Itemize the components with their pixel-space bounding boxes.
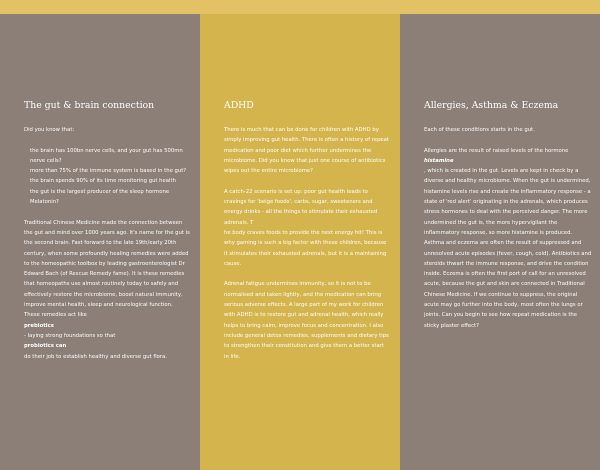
adhd-paragraph-3: Adrenal fatigue undermines immunity, so it is not to be normalised and taken lightly, and the medication can bring serious adverse effects. A large part of my work for children with ADHD is to restore gut and adrenal health, which really helps to bring calm, improve focus and concentration. I also include general detox remedies, supplements and dietary tips to strengthen their constitution and give them a better start in life. bbox=[224, 281, 389, 360]
probiotics-term: probiotics can bbox=[24, 343, 67, 350]
gut-brain-title: The gut & brain connection bbox=[24, 100, 155, 111]
adhd-paragraph-2b: he body craves foods to provide the next energy hit! This is why gaming is such a big factor with these children, because it stimulates their exhausted adrenals, but it is a maintaining cause. bbox=[224, 229, 387, 267]
allergies-title: Allergies, Asthma & Eczema bbox=[424, 100, 559, 111]
fact-bullet: the brain has 100bn nerve cells, and your gut has 500mn nerve cells? bbox=[30, 147, 183, 164]
gut-brain-column bbox=[0, 14, 200, 470]
adhd-paragraph-1: There is much that can be done for children with ADHD by simply improving gut health. There is often a history of repeat medication and poor diet which further undermines the microbiome. Did you know that just one course of antibiotics wipes out the entire microbiome? bbox=[224, 127, 390, 175]
asthma-eczema-paragraph: Asthma and eczema are often the result of suppressed and unresolved acute episodes (fever, cough, cold). Antibiotics and steroids thwart the immune response, and drive the condition inside. Eczema is often the first port of call for an unresolved acute, because the gut and skin are connected in Traditional Chinese Medicine. If we continue to suppress, the original acute may go further into the body, most often the lungs or joints. Can you begin to see how repeat medication is the sticky plaster effect? bbox=[424, 240, 592, 329]
allergies-paragraph: Allergies are the result of raised levels of the hormone bbox=[424, 147, 569, 154]
top-accent-bar bbox=[0, 0, 600, 14]
adhd-column bbox=[200, 14, 400, 470]
histamine-term: histamine bbox=[424, 157, 454, 164]
foundations-line: - laying strong foundations so that bbox=[24, 332, 116, 339]
adhd-title: ADHD bbox=[224, 100, 254, 111]
fact-bullet: more than 75% of the immune system is based in the gut? bbox=[30, 168, 187, 175]
fact-bullet: the brain spends 90% of its time monitoring gut health bbox=[30, 178, 176, 185]
allergies-column bbox=[400, 14, 600, 470]
prebiotics-term: prebiotics bbox=[24, 322, 54, 329]
gut-flora-line: do their job to establish healthy and diverse gut flora. bbox=[24, 353, 168, 360]
gut-brain-paragraph: Traditional Chinese Medicine made the connection between the gut and mind over 1000 years ago. It's name for the gut is the second brain. Fast forward to the late 19th/early 20th century, when some profoundly healing remedies were added to the homeopathic toolbox by leading gastroenterologist Dr Edward Bach (of Rescue Remedy fame). It is these remedies that homeopaths use almost routinely today to safely and effectively restore the microbiome, boost natural immunity, improve mental health, sleep and neurological function. These remedies act like bbox=[24, 219, 190, 319]
adhd-paragraph-2a: A catch-22 scenario is set up: poor gut health leads to cravings for 'beige foods', carbs, sugar, sweeteners and energy drinks - all the things to stimulate their exhausted adrenals. T bbox=[224, 188, 378, 226]
fact-bullet: the gut is the largest producer of the sleep hormone Melatonin? bbox=[30, 188, 170, 206]
allergies-intro: Each of these conditions starts in the gut. bbox=[424, 127, 535, 133]
gut-brain-intro: Did you know that: bbox=[24, 127, 75, 133]
histamine-paragraph: , which is created in the gut. Levels are kept in check by a diverse and healthy microbiome. When the gut is undermined, histamine levels rise and create the inflammatory response - a state of 'red alert' originating in the adrenals, which produces stress hormones to deal with the perceived danger. The more undermined the gut is, the more hypervigilant the inflammatory response, so more histamine is produced. bbox=[424, 168, 591, 236]
